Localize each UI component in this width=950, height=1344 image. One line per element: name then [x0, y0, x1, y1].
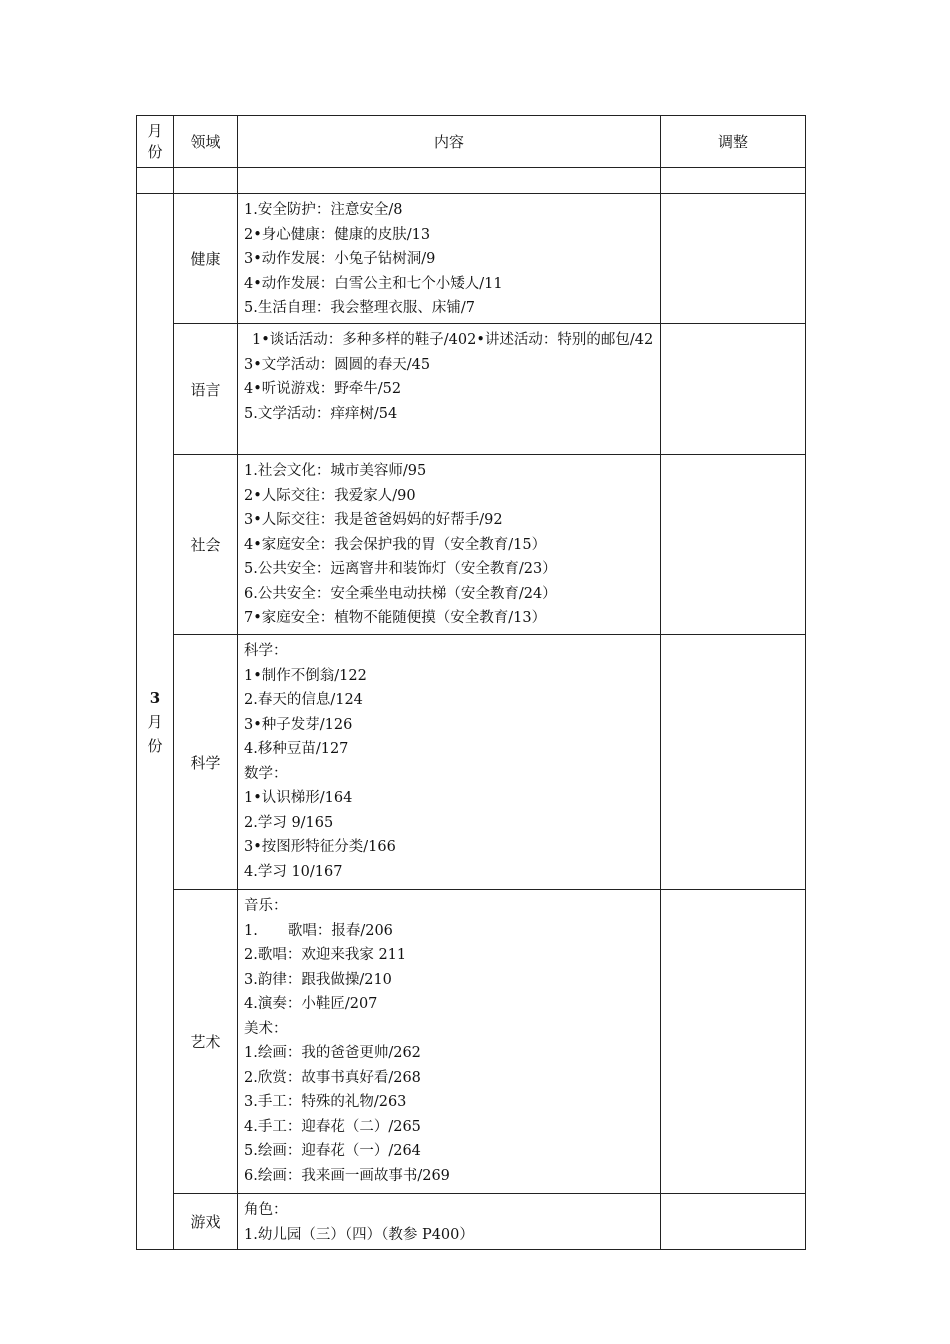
list-item: 2.学习 9/165	[244, 814, 334, 831]
list-item: 6.公共安全：安全乘坐电动扶梯（安全教育/24）	[244, 585, 557, 602]
list-item: 5.绘画：迎春花（一）/264	[244, 1143, 421, 1159]
list-item: 3.手工：特殊的礼物/263	[244, 1094, 407, 1110]
list-item: 1.幼儿园（三）（四）（教参 P400）	[244, 1226, 474, 1243]
list-item: 3•人际交往：我是爸爸妈妈的好帮手/92	[244, 512, 503, 528]
row-health	[137, 194, 806, 324]
header-month: 月 份	[137, 116, 174, 168]
list-item: 4.演奏：小鞋匠/207	[244, 996, 378, 1012]
header-adjust: 调整	[661, 116, 806, 168]
list-item: 1.安全防护：注意安全/8	[244, 202, 403, 218]
content-health	[238, 194, 661, 324]
empty-row	[137, 168, 806, 194]
section-title: 角色：	[244, 1202, 288, 1218]
list-item: 2.欣赏：故事书真好看/268	[244, 1069, 421, 1086]
content-art	[238, 890, 661, 1194]
header-content: 内容	[238, 116, 661, 168]
list-item: 2.春天的信息/124	[244, 692, 363, 708]
month-number: 3	[149, 688, 161, 707]
section-title: 美术：	[244, 1020, 288, 1037]
adjust-health	[661, 194, 806, 324]
area-art: 艺术	[174, 890, 238, 1194]
list-item: 1•制作不倒翁/122	[244, 667, 367, 684]
area-game: 游戏	[174, 1194, 238, 1250]
list-item: 1.社会文化：城市美容师/95	[244, 463, 427, 479]
adjust-art	[661, 890, 806, 1194]
list-item: 1•认识梯形/164	[244, 790, 353, 806]
content-language	[238, 324, 661, 455]
list-item: 3.韵律：跟我做操/210	[244, 971, 392, 988]
adjust-language	[661, 324, 806, 455]
list-item: 4.学习 10/167	[244, 863, 343, 880]
content-social	[238, 455, 661, 635]
adjust-social	[661, 455, 806, 635]
list-item: 4.移种豆苗/127	[244, 741, 349, 757]
list-item: 5.生活自理：我会整理衣服、床铺/7	[244, 300, 475, 316]
content-science	[238, 635, 661, 890]
list-item: 2•人际交往：我爱家人/90	[244, 487, 416, 504]
list-item: 4.手工：迎春花（二）/265	[244, 1118, 421, 1135]
row-language	[137, 324, 806, 455]
row-science	[137, 635, 806, 890]
adjust-science	[661, 635, 806, 890]
list-item: 3•种子发芽/126	[244, 716, 353, 733]
row-social	[137, 455, 806, 635]
list-item: 3•文学活动：圆圆的春天/45	[244, 356, 431, 373]
area-social: 社会	[174, 455, 238, 635]
list-item: 4•听说游戏：野牵牛/52	[244, 381, 402, 397]
list-item: 4•动作发展：白雪公主和七个小矮人/11	[244, 275, 503, 292]
content-game	[238, 1194, 661, 1250]
adjust-game	[661, 1194, 806, 1250]
list-item: 1•谈话活动：多种多样的鞋子/402•讲述活动：特别的邮包/42	[252, 332, 654, 348]
list-item: 2•身心健康：健康的皮肤/13	[244, 226, 431, 243]
list-item: 6.绘画：我来画一画故事书/269	[244, 1167, 450, 1184]
area-language: 语言	[174, 324, 238, 455]
list-item: 7•家庭安全：植物不能随便摸（安全教育/13）	[244, 610, 547, 626]
month-cell: 3 月 份	[137, 194, 174, 1250]
list-item: 3•动作发展：小兔子钻树洞/9	[244, 251, 436, 267]
row-game	[137, 1194, 806, 1250]
list-item: 2.歌唱：欢迎来我家 211	[244, 947, 407, 963]
curriculum-plan-table	[136, 115, 806, 1250]
list-item: 1. 歌唱：报春/206	[244, 922, 393, 939]
header-area: 领域	[174, 116, 238, 168]
section-title: 科学：	[244, 643, 288, 659]
section-title: 数学：	[244, 765, 288, 782]
area-health: 健康	[174, 194, 238, 324]
list-item: 5.文学活动：痒痒树/54	[244, 405, 398, 422]
section-title: 音乐：	[244, 898, 288, 914]
list-item: 3•按图形特征分类/166	[244, 839, 396, 855]
list-item: 4•家庭安全：我会保护我的胃（安全教育/15）	[244, 536, 547, 553]
list-item: 5.公共安全：远离窨井和装饰灯（安全教育/23）	[244, 561, 557, 577]
header-row	[137, 116, 806, 168]
area-science: 科学	[174, 635, 238, 890]
row-art	[137, 890, 806, 1194]
list-item: 1.绘画：我的爸爸更帅/262	[244, 1045, 421, 1061]
